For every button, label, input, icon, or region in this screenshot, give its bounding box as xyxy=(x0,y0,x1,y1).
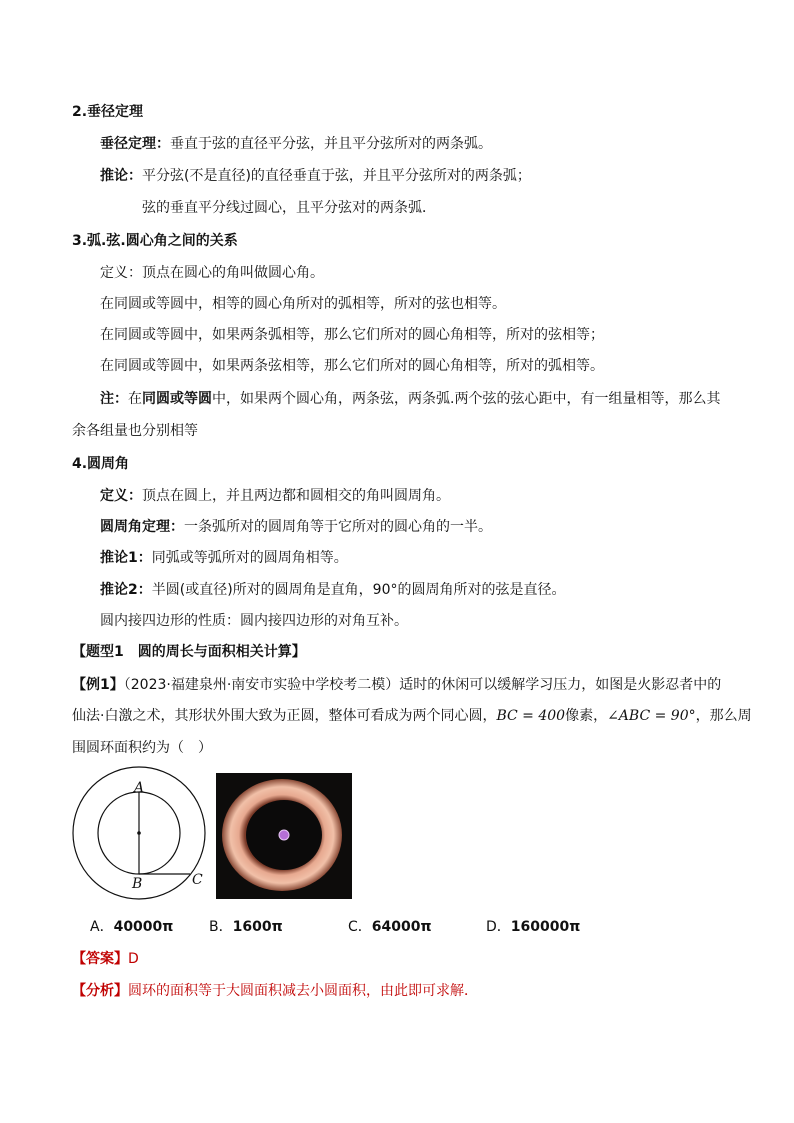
example-label: 【例1】 xyxy=(72,677,124,693)
note-line-2: 余各组量也分别相等 xyxy=(72,423,198,439)
inscribed-angle-theorem xyxy=(100,517,492,537)
corollary-1 xyxy=(100,548,348,568)
corollary-paragraph xyxy=(100,166,531,186)
note-pre: 在 xyxy=(128,391,142,407)
option-c-letter: C． xyxy=(348,919,372,935)
label-b: B xyxy=(132,876,143,892)
option-a xyxy=(90,917,173,937)
option-d-value: 160000π xyxy=(510,919,581,935)
ring-illustration xyxy=(216,773,352,899)
definition-4 xyxy=(100,486,450,506)
corollary-2-label: 推论2： xyxy=(100,582,152,598)
inscribed-angle-text: 一条弧所对的圆周角等于它所对的圆心角的一半。 xyxy=(184,519,492,535)
definition-4-text: 顶点在圆上，并且两边都和圆相交的角叫圆周角。 xyxy=(142,488,450,504)
bc-formula: BC = 400 xyxy=(496,708,566,724)
topic-header: 【题型1 圆的周长与面积相关计算】 xyxy=(72,644,306,660)
theorem-text: 垂直于弦的直径平分弦，并且平分弦所对的两条弧。 xyxy=(170,136,492,152)
purple-dot xyxy=(279,830,289,840)
section-title-2: 2.垂径定理 xyxy=(72,104,144,120)
theorem-label: 垂径定理： xyxy=(100,136,170,152)
corollary-text-2: 弦的垂直平分线过圆心，且平分弦对的两条弧． xyxy=(142,200,436,216)
corollary-1-label: 推论1： xyxy=(100,550,152,566)
option-b-letter: B． xyxy=(209,919,233,935)
corollary-label: 推论： xyxy=(100,168,142,184)
example-line-3: 围圆环面积约为（ ） xyxy=(72,740,212,756)
label-c: C xyxy=(192,872,203,888)
property-2: 在同圆或等圆中，如果两条弧相等，那么它们所对的圆心角相等，所对的弦相等； xyxy=(100,327,604,343)
note-bold: 同圆或等圆 xyxy=(142,391,212,407)
note-label: 注： xyxy=(100,391,128,407)
theorem-paragraph xyxy=(100,134,492,154)
angle-formula: ∠ABC = 90° xyxy=(607,708,696,724)
center-point xyxy=(137,831,141,835)
example-line-2 xyxy=(72,706,752,726)
example-text-2: 仙法·白激之术，其形状外围大致为正圆，整体可看成为两个同心圆， xyxy=(72,708,497,724)
option-c xyxy=(348,917,432,937)
ring-photo xyxy=(216,773,352,899)
label-a: A xyxy=(134,780,145,796)
corollary-2 xyxy=(100,580,566,600)
section-title-3: 3.弧.弦.圆心角之间的关系 xyxy=(72,233,238,249)
definition-4-label: 定义： xyxy=(100,488,142,504)
answer-value: D xyxy=(128,951,139,967)
concentric-circles-diagram xyxy=(72,766,212,902)
corollary-2-text: 半圆(或直径)所对的圆周角是直角，90°的圆周角所对的弦是直径。 xyxy=(151,582,566,598)
example-text-2-end: ，那么周 xyxy=(695,708,752,724)
option-a-letter: A． xyxy=(90,919,114,935)
cyclic-quadrilateral: 圆内接四边形的性质：圆内接四边形的对角互补。 xyxy=(100,613,408,629)
option-c-value: 64000π xyxy=(371,919,432,935)
option-a-value: 40000π xyxy=(113,919,174,935)
answer-line xyxy=(72,949,139,969)
example-line-1 xyxy=(72,675,721,695)
note-text: 中，如果两个圆心角，两条弦，两条弧.两个弦的弦心距中，有一组量相等，那么其 xyxy=(212,391,721,407)
corollary-text-1: 平分弦(不是直径)的直径垂直于弦，并且平分弦所对的两条弧； xyxy=(142,168,531,184)
corollary-1-text: 同弧或等弧所对的圆周角相等。 xyxy=(151,550,348,566)
option-b-value: 1600π xyxy=(232,919,283,935)
bc-unit: 像素， xyxy=(565,708,608,724)
analysis-label: 【分析】 xyxy=(72,983,128,999)
definition-3: 定义：顶点在圆心的角叫做圆心角。 xyxy=(100,265,324,281)
example-source: （2023·福建泉州·南安市实验中学校考二模） xyxy=(123,677,400,693)
analysis-text: 圆环的面积等于大圆面积减去小圆面积，由此即可求解． xyxy=(128,983,478,999)
option-d xyxy=(486,917,580,937)
option-b xyxy=(209,917,283,937)
note-line-1 xyxy=(100,389,720,409)
example-text-1: 适时的休闲可以缓解学习压力，如图是火影忍者中的 xyxy=(399,677,722,693)
property-1: 在同圆或等圆中，相等的圆心角所对的弧相等，所对的弦也相等。 xyxy=(100,296,506,312)
option-d-letter: D． xyxy=(486,919,511,935)
inscribed-angle-label: 圆周角定理： xyxy=(100,519,184,535)
property-3: 在同圆或等圆中，如果两条弦相等，那么它们所对的圆心角相等，所对的弧相等。 xyxy=(100,358,604,374)
analysis-line xyxy=(72,981,478,1001)
answer-label: 【答案】 xyxy=(72,951,128,967)
section-title-4: 4.圆周角 xyxy=(72,456,130,472)
